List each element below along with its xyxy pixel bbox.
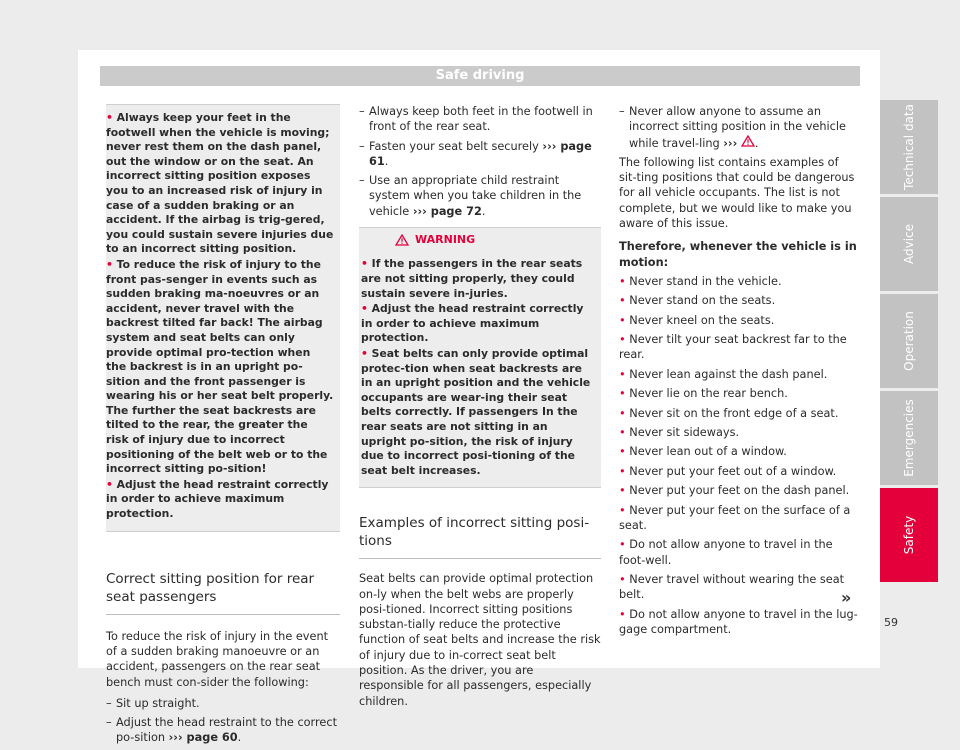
list-item: – Adjust the head restraint to the correct po-sition ››› page 60. (106, 716, 337, 745)
section-heading-incorrect-positions: Examples of incorrect sitting posi-tions (359, 514, 601, 559)
warning-triangle-icon (741, 135, 755, 147)
warning-bullet: • Seat belts can only provide optimal protec-tion when seat backrests are in an upright position and the vehicle occupants are wear-ing their seat belts correctly. If passengers In the rear seats are not sitting in an upright po-sition, the risk of injury due to incorrect posi-tioning of the seat belt increases. (361, 346, 591, 477)
list-item: • Never kneel on the seats. (619, 313, 775, 327)
list-item: • Never sit on the front edge of a seat. (619, 406, 839, 420)
column-right (619, 104, 859, 641)
warning-bullet: • If the passengers in the rear seats are not sitting properly, they could sustain severe in-juries. (361, 257, 583, 300)
page-header: Safe driving (100, 66, 860, 86)
intro-paragraph: To reduce the risk of injury in the event of a sudden braking manoeuvre or an accident, passengers on the rear seat bench must con-sider the following: (106, 629, 329, 689)
tab-technical-data[interactable]: Technical data (880, 100, 938, 194)
column-left (106, 104, 340, 750)
body-paragraph: Seat belts can provide optimal protection on-ly when the belt webs are properly posi-tioned. Incorrect sitting positions substan-tially reduce the protective function of seat belts and increase the risk of injury due to in-correct seat belt position. As the driver, you are responsible for all passengers, especially children. (359, 572, 601, 708)
list-item: • Never travel without wearing the seat belt. (619, 572, 845, 602)
page-number: 59 (884, 616, 898, 629)
list-item: • Never lie on the rear bench. (619, 387, 788, 401)
list-item: • Never lean out of a window. (619, 445, 787, 459)
list-item: • Never tilt your seat backrest far to the rear. (619, 333, 847, 362)
list-item: • Never stand on the seats. (619, 294, 776, 308)
list-item: • Never put your feet on the dash panel. (619, 484, 850, 498)
tab-safety[interactable]: Safety (880, 488, 938, 582)
warning-bullet: • Always keep your feet in the footwell when the vehicle is moving; never rest them on the dash panel, out the window or on the seat. An incorrect sitting position exposes you to an increased risk of injury in case of a sudden braking or an accident. If the airbag is trig-gered, you could sustain severe injuries due to an incorrect sitting position. (106, 111, 334, 256)
list-item: • Do not allow anyone to travel in the lug-gage compartment. (619, 607, 858, 636)
tab-emergencies[interactable]: Emergencies (880, 391, 938, 485)
page-reference-link[interactable]: ››› page 61 (369, 139, 592, 168)
list-item: – Fasten your seat belt securely ››› page 61. (359, 139, 592, 168)
list-item: • Do not allow anyone to travel in the foot-well. (619, 538, 833, 567)
warning-reference-link[interactable]: ››› (723, 136, 738, 150)
page-reference-link[interactable]: ››› page 60 (168, 731, 238, 745)
list-item: • Never put your feet out of a window. (619, 464, 837, 478)
warning-box-front (106, 104, 340, 532)
list-item: – Never allow anyone to assume an incorrect sitting position in the vehicle while travel-ling ››› . (619, 105, 846, 150)
list-item: – Always keep both feet in the footwell in front of the rear seat. (359, 105, 593, 134)
tab-advice[interactable]: Advice (880, 197, 938, 291)
tab-operation[interactable]: Operation (880, 294, 938, 388)
body-paragraph: The following list contains examples of sit-ting positions that could be dangerous for all vehicle occupants. The list is not complete, but we would like to make you aware of this issue. (619, 155, 855, 231)
list-item: • Never put your feet on the surface of a seat. (619, 503, 851, 532)
warning-bullet: • Adjust the head restraint correctly in order to achieve maximum protection. (106, 477, 329, 521)
warning-triangle-icon (395, 234, 409, 246)
warning-bullet: • To reduce the risk of injury to the front pas-senger in events such as sudden braking ma-noeuvres or an accident, never travel with the backrest tilted far back! The airbag system and seat belts can only provide optimal pro-tection when the backrest is in an upright po-sition and the front passenger is wearing his or her seat belt properly. The further the seat backrests are tilted to the rear, the greater the risk of injury due to incorrect positioning of the belt web or to the incorrect sitting po-sition! (106, 257, 334, 476)
continue-arrow-icon: » (841, 588, 852, 607)
list-item: • Never sit sideways. (619, 426, 740, 439)
list-item: • Never lean against the dash panel. (619, 367, 828, 381)
incorrect-positions-list (619, 274, 859, 637)
warning-header (359, 227, 601, 251)
list-item: – Use an appropriate child restraint system when you take children in the vehicle ››› page 72. (359, 174, 582, 218)
section-heading-rear-seat: Correct sitting position for rear seat passengers (106, 570, 340, 615)
warning-box-rear (359, 251, 601, 488)
list-item: – Sit up straight. (106, 696, 200, 710)
page-reference-link[interactable]: ››› page 72 (412, 204, 482, 218)
warning-label: WARNING (415, 233, 476, 247)
warning-bullet: • Adjust the head restraint correctly in order to achieve maximum protection. (361, 302, 584, 345)
bold-lead-line: Therefore, whenever the vehicle is in motion: (619, 240, 857, 269)
column-middle (359, 104, 601, 709)
list-item: • Never stand in the vehicle. (619, 274, 782, 288)
